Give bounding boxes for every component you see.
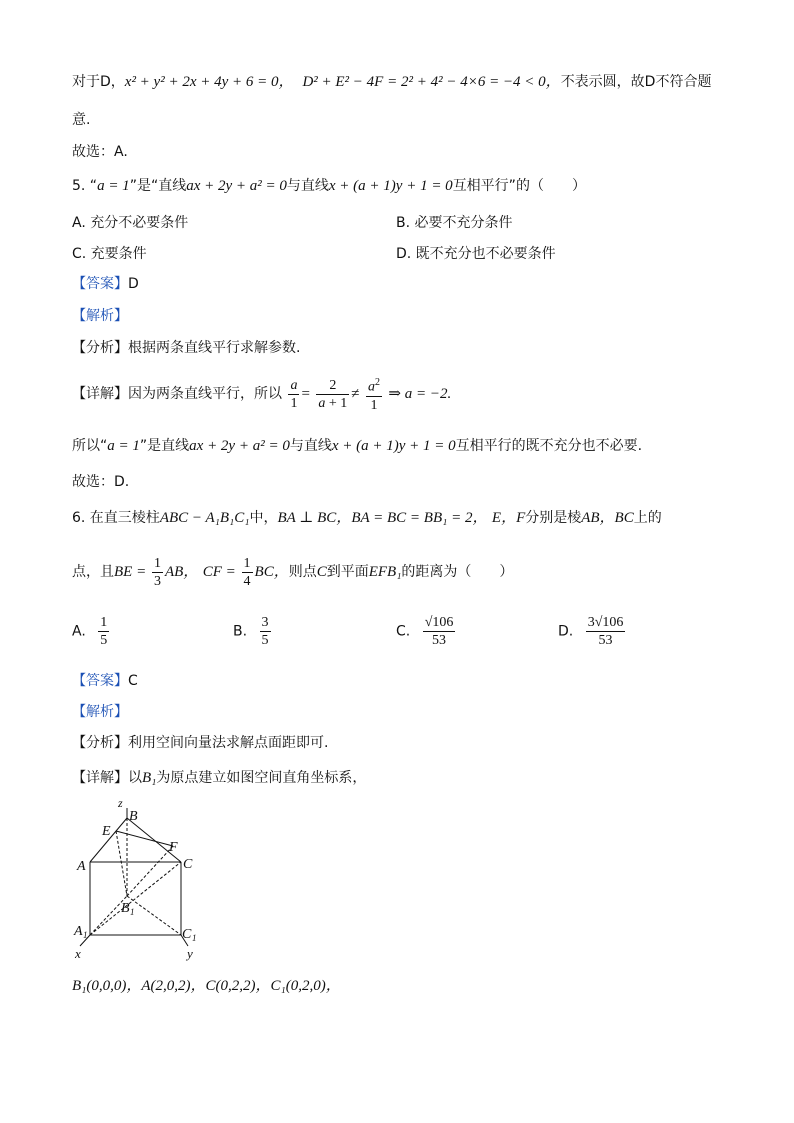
q6-text-2c: 到平面 <box>326 564 369 580</box>
detail-b: 为原点建立如图空间直角坐标系， <box>156 770 367 786</box>
q5-option-c: C. 充要条件 <box>72 246 147 262</box>
answer-value: C <box>128 673 138 689</box>
q5-option-a: A. 充分不必要条件 <box>72 215 189 231</box>
fraction-a2-over-1: $\frac{a^2}{1}$ <box>366 374 382 414</box>
fraction-one-quarter: $\frac{1}{4}$ <box>243 555 251 589</box>
q6-bc2: BC， <box>254 564 289 580</box>
prism-coordinate-figure <box>68 796 218 964</box>
fenxi-text: 根据两条直线平行求解参数. <box>128 340 301 356</box>
fraction-a-over-1: $\frac{a}{1}$ <box>290 377 298 411</box>
detail-tag: 【详解】 <box>72 386 128 402</box>
segment-ef <box>116 831 173 846</box>
q5-stem <box>72 176 586 196</box>
label-b: B <box>129 809 138 824</box>
answer-tag: 【答案】 <box>72 673 128 689</box>
q5-text-c: 与直线 <box>286 178 329 194</box>
circle-equation: x² + y² + 2x + 4y + 6 = 0， <box>124 74 294 90</box>
q6-option-a <box>72 614 111 649</box>
detail-text: 因为两条直线平行，所以 <box>128 386 282 402</box>
q6-ab: AB，BC <box>581 510 634 526</box>
q6-text-c: 分别是棱 <box>525 510 582 526</box>
q6-be: BE = <box>114 564 150 580</box>
detail-tag: 【详解】 <box>72 770 128 786</box>
detail-result: ⇒ a = −2. <box>388 386 452 402</box>
option-fraction: $\frac{1}{5}$ <box>100 615 108 648</box>
option-d-continued: 意. <box>72 112 91 128</box>
q6-analysis-tag: 【解析】 <box>72 704 128 720</box>
answer-value: D <box>128 276 139 292</box>
prev-selection: 故选：A. <box>72 144 128 160</box>
q5-fenxi <box>72 338 300 358</box>
label-c: C <box>183 857 193 872</box>
q5-text-b: ”是“直线 <box>129 178 187 194</box>
option-fraction: $\frac{√106}{53}$ <box>424 615 454 648</box>
q5-line2: x + (a + 1)y + 1 = 0 <box>328 178 453 194</box>
q6-stem <box>72 508 662 528</box>
q5-analysis-tag: 【解析】 <box>72 308 128 324</box>
q5-option-b: B. 必要不充分条件 <box>396 215 513 231</box>
detail-a: 以 <box>128 770 142 786</box>
q6-text-2a: 点，且 <box>72 564 114 580</box>
fenxi-tag: 【分析】 <box>72 735 128 751</box>
option-label: D. <box>558 623 574 640</box>
concl-line1: ax + 2y + a² = 0 <box>189 438 290 454</box>
label-y: y <box>187 946 193 961</box>
label-b1-sub: 1 <box>130 907 135 917</box>
fenxi-tag: 【分析】 <box>72 340 128 356</box>
q6-text-2d: 的距离为（ ） <box>401 564 514 580</box>
q6-option-c <box>396 614 457 649</box>
q5-selection: 故选：D. <box>72 474 130 490</box>
q6-prism: ABC − A₁B₁C₁ <box>159 510 250 526</box>
q6-point-c: C <box>316 564 327 580</box>
segment-eb1 <box>116 831 127 896</box>
label-e: E <box>102 824 111 839</box>
fraction-2-over-a-plus-1: $\frac{2}{a + 1}$ <box>318 377 348 411</box>
option-fraction: $\frac{3√106}{53}$ <box>587 615 624 648</box>
q6-text-b: 中， <box>249 510 278 526</box>
q5-condition: a = 1 <box>97 178 130 194</box>
diagonal-a1c <box>90 862 181 935</box>
concl-cond: a = 1 <box>107 438 140 454</box>
q6-option-b <box>233 614 273 649</box>
label-z: z <box>118 796 123 810</box>
label-b1: B <box>121 901 130 916</box>
option-fraction: $\frac{3}{5}$ <box>261 615 269 648</box>
option-label: C. <box>396 623 411 640</box>
answer-tag: 【答案】 <box>72 276 128 292</box>
option-label: B. <box>233 623 248 640</box>
concl-line2: x + (a + 1)y + 1 = 0 <box>331 438 456 454</box>
label-x: x <box>75 946 81 961</box>
q6-cf: CF = <box>202 564 240 580</box>
concl-a: 所以“ <box>72 438 108 454</box>
concl-c: 与直线 <box>289 438 332 454</box>
d-conclusion: 不表示圆，故D不符合题 <box>560 74 712 90</box>
label-a1-sub: 1 <box>83 930 88 940</box>
option-label: A. <box>72 623 86 640</box>
q5-detail: 【详解】因为两条直线平行，所以 $\frac{a}{1}$ = $\frac{2}{a + 1}$ ≠ $\frac{a^2}{1}$ ⇒ a = −2. <box>72 374 451 414</box>
q5-option-d: D. 既不充分也不必要条件 <box>396 246 556 262</box>
q6-text-2b: 则点 <box>288 564 317 580</box>
q6-answer <box>72 671 138 691</box>
concl-b: ”是直线 <box>139 438 190 454</box>
q5-number: 5. “ <box>72 178 98 194</box>
q6-eq: BA = BC = BB₁ = 2， <box>351 510 488 526</box>
q5-text-d: 互相平行”的（ ） <box>452 178 586 194</box>
fenxi-text: 利用空间向量法求解点面距即可. <box>128 735 329 751</box>
edge-b1c1 <box>127 896 181 935</box>
q6-number: 6. 在直三棱柱 <box>72 510 160 526</box>
q6-coordinates: B₁(0,0,0)，A(2,0,2)，C(0,2,2)，C₁(0,2,0)， <box>72 978 341 994</box>
q5-conclusion <box>72 436 642 456</box>
q6-ef: E，F <box>491 510 526 526</box>
fraction-one-third: $\frac{1}{3}$ <box>153 555 161 589</box>
q6-fenxi <box>72 733 328 753</box>
label-a: A <box>77 859 86 874</box>
q6-plane: EFB₁ <box>368 564 402 580</box>
q6-perp: BA ⊥ BC， <box>277 510 352 526</box>
label-f: F <box>169 840 178 855</box>
segment-fb1 <box>127 846 173 896</box>
d-prefix: 对于D， <box>72 74 125 90</box>
label-c1-sub: 1 <box>192 933 197 943</box>
q6-text-d: 上的 <box>633 510 662 526</box>
q5-line1: ax + 2y + a² = 0 <box>186 178 287 194</box>
label-c1: C <box>182 927 192 942</box>
label-a1: A <box>74 924 83 939</box>
q6-option-d <box>558 614 627 649</box>
concl-d: 互相平行的既不充分也不必要. <box>455 438 643 454</box>
detail-b1: B₁ <box>142 770 157 786</box>
q5-answer <box>72 274 139 294</box>
option-d-analysis <box>72 72 711 92</box>
q6-stem-line2 <box>72 552 513 592</box>
q6-ab2: AB， <box>164 564 199 580</box>
q6-detail <box>72 768 366 788</box>
discriminant-calc: D² + E² − 4F = 2² + 4² − 4×6 = −4 < 0， <box>302 74 561 90</box>
